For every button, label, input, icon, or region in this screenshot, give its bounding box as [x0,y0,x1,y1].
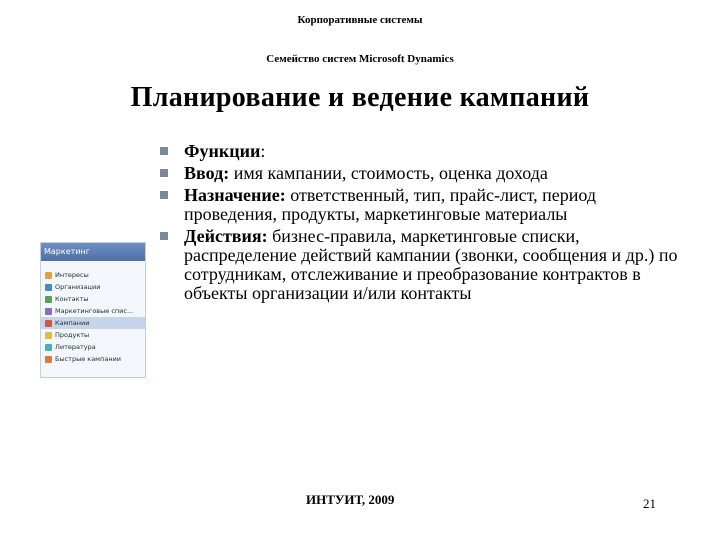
panel-item[interactable] [41,305,145,317]
literature-icon [45,344,52,351]
bullet-text: имя кампании, стоимость, оценка дохода [229,163,548,183]
panel-item[interactable] [41,329,145,341]
page-number: 21 [643,496,656,511]
panel-item-label: Организации [55,283,101,291]
panel-item[interactable] [41,269,145,281]
panel-title: Маркетинг [41,243,145,261]
header-line-2: Семейство систем Microsoft Dynamics [266,53,454,65]
panel-item[interactable] [41,353,145,365]
panel-item-label: Кампании [55,319,90,327]
accounts-icon [45,284,52,291]
bullet-square-icon [160,232,168,240]
panel-item-list [41,261,145,365]
bullet-text: бизнес-правила, маркетинговые списки, распределение действий кампании (звонки, сообщения и др.) по сотрудникам, отслеживание и преобразование контрактов в объекты организации и/или контакты [184,226,678,303]
bullet-square-icon [160,191,168,199]
bullet-text: : [260,141,266,161]
bullet-square-icon [160,147,168,155]
bullet-label: Ввод: [184,163,230,183]
marketing-nav-panel [40,242,146,378]
leads-icon [45,272,52,279]
panel-item[interactable] [41,281,145,293]
footer-text: ИНТУИТ, 2009 [306,492,395,507]
panel-item-label: Контакты [55,295,89,303]
campaigns-icon [45,320,52,327]
bullet-label: Назначение: [184,185,286,205]
bullet-label: Функции [184,141,261,161]
bullet-text: ответственный, тип, прайс-лист, период проведения, продукты, маркетинговые материалы [184,185,596,224]
panel-item[interactable] [41,317,145,329]
panel-item-label: Продукты [55,331,90,339]
panel-item[interactable] [41,293,145,305]
slide-title: Планирование и ведение кампаний [130,82,590,113]
marketing-lists-icon [45,308,52,315]
panel-item-label: Литература [55,343,96,351]
products-icon [45,332,52,339]
panel-item[interactable] [41,341,145,353]
panel-item-label: Маркетинговые спис... [55,307,134,315]
bullet-item [160,164,680,183]
bullet-item [160,186,680,224]
panel-item-label: Интересы [55,271,89,279]
bullet-item [160,142,680,161]
bullet-item [160,227,680,303]
contacts-icon [45,296,52,303]
quick-campaigns-icon [45,356,52,363]
bullet-label: Действия: [184,226,268,246]
panel-item-label: Быстрые кампании [55,355,122,363]
bullet-list [160,142,680,306]
header-line-1: Корпоративные системы [297,14,423,26]
bullet-square-icon [160,169,168,177]
